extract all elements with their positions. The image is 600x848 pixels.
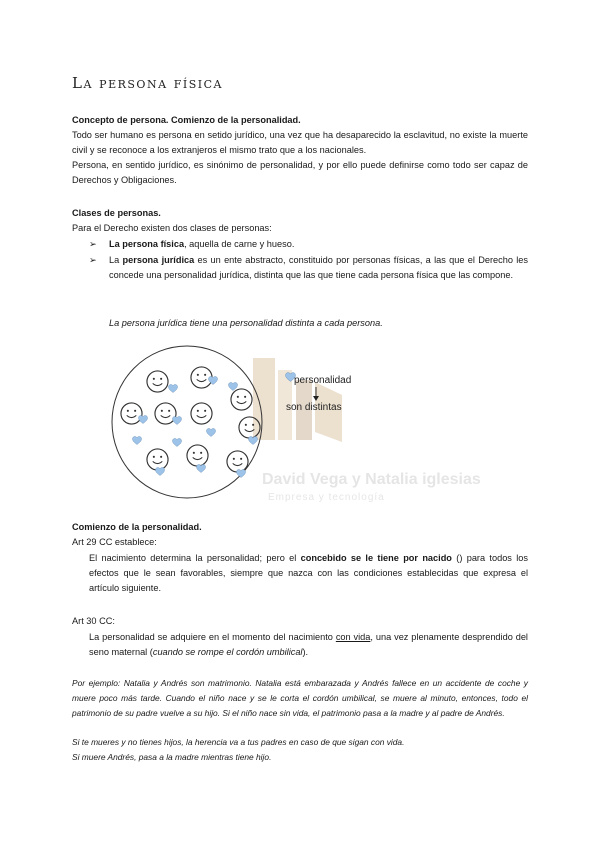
- bullet-persona-fisica: La persona física, aquella de carne y hueso.: [109, 239, 295, 249]
- heart-icon: [173, 417, 182, 425]
- paragraph-ejemplo-2: Si te mueres y no tienes hijos, la herencia va a tus padres en caso de que sigan con vida.: [72, 737, 405, 747]
- label-son-distintas: son distintas: [286, 402, 342, 413]
- face-icon: [231, 389, 252, 410]
- paragraph-ejemplo: Por ejemplo: Natalia y Andrés son matrimonio. Natalia está embarazada y Andrés fallece en un accidente de coche y muere poco más tarde. Cuando el niño nace y se le corta el cordón umbilical, se muere al minuto, entonces, todo el patrimonio de su padre vuelve a su hijo. Si el niño nace sin vida, el patrimonio pasa a la madre y al padre de Andrés.: [72, 678, 528, 718]
- heading-concepto: Concepto de persona. Comienzo de la personalidad.: [72, 115, 301, 125]
- note-persona-juridica: La persona jurídica tiene una personalidad distinta a cada persona.: [109, 318, 383, 328]
- label-art29: Art 29 CC establece:: [72, 537, 157, 547]
- paragraph-concepto-2: Persona, en sentido jurídico, es sinónimo de personalidad, y por ello puede definirse como todo ser capaz de Derechos y Obligaciones.: [72, 160, 528, 185]
- paragraph-ejemplo-3: Si muere Andrés, pasa a la madre mientras tiene hijo.: [72, 752, 272, 762]
- face-icon: [147, 449, 168, 470]
- heart-icon: [207, 429, 216, 437]
- face-icon: [191, 403, 212, 424]
- watermark-name: David Vega y Natalia iglesias: [262, 471, 481, 488]
- heading-comienzo: Comienzo de la personalidad.: [72, 522, 202, 532]
- heart-icon: [173, 439, 182, 447]
- paragraph-concepto-1: Todo ser humano es persona en setido jurídico, una vez que ha desaparecido la esclavitud, no existe la muerte civil y se reconoce a los extranjeros el mismo trato que a los nacionales.: [72, 130, 528, 155]
- face-icon: [121, 403, 142, 424]
- face-icon: [147, 371, 168, 392]
- bullet-arrow: ➢: [89, 255, 97, 265]
- paragraph-art30: La personalidad se adquiere en el momento del nacimiento con vida, una vez plenamente desprendido del seno maternal (cuando se rompe el cordón umbilical).: [89, 632, 528, 657]
- watermark-sub: Empresa y tecnología: [268, 492, 385, 503]
- watermark: [253, 358, 481, 503]
- heart-icon: [249, 437, 258, 445]
- bullet-persona-juridica: La persona jurídica es un ente abstracto, constituido por personas físicas, a las que el Derecho les concede una personalidad jurídica, distinta que las que tiene cada persona física que las compone.: [109, 255, 528, 280]
- heart-icon: [169, 385, 178, 393]
- face-icon: [155, 403, 176, 424]
- heart-icon: [156, 468, 165, 476]
- face-icon: [227, 451, 248, 472]
- heart-icon: [229, 383, 238, 391]
- paragraph-art29: El nacimiento determina la personalidad; pero el concebido se le tiene por nacido () para todos los efectos que le sean favorables, siempre que nazca con las condiciones establecidas que expresa el artículo siguiente.: [89, 553, 528, 593]
- heart-icon: [139, 416, 148, 424]
- diagram-personas: [110, 340, 481, 508]
- paragraph-clases-intro: Para el Derecho existen dos clases de personas:: [72, 223, 272, 233]
- heading-clases: Clases de personas.: [72, 208, 161, 218]
- page-title: La persona física: [72, 74, 223, 92]
- bullet-arrow: ➢: [89, 239, 97, 249]
- heart-icon: [197, 465, 206, 473]
- heart-icon: [133, 437, 142, 445]
- heart-icon: [237, 470, 246, 478]
- label-art30: Art 30 CC:: [72, 616, 115, 626]
- label-personalidad: personalidad: [294, 375, 352, 386]
- face-icon: [187, 445, 208, 466]
